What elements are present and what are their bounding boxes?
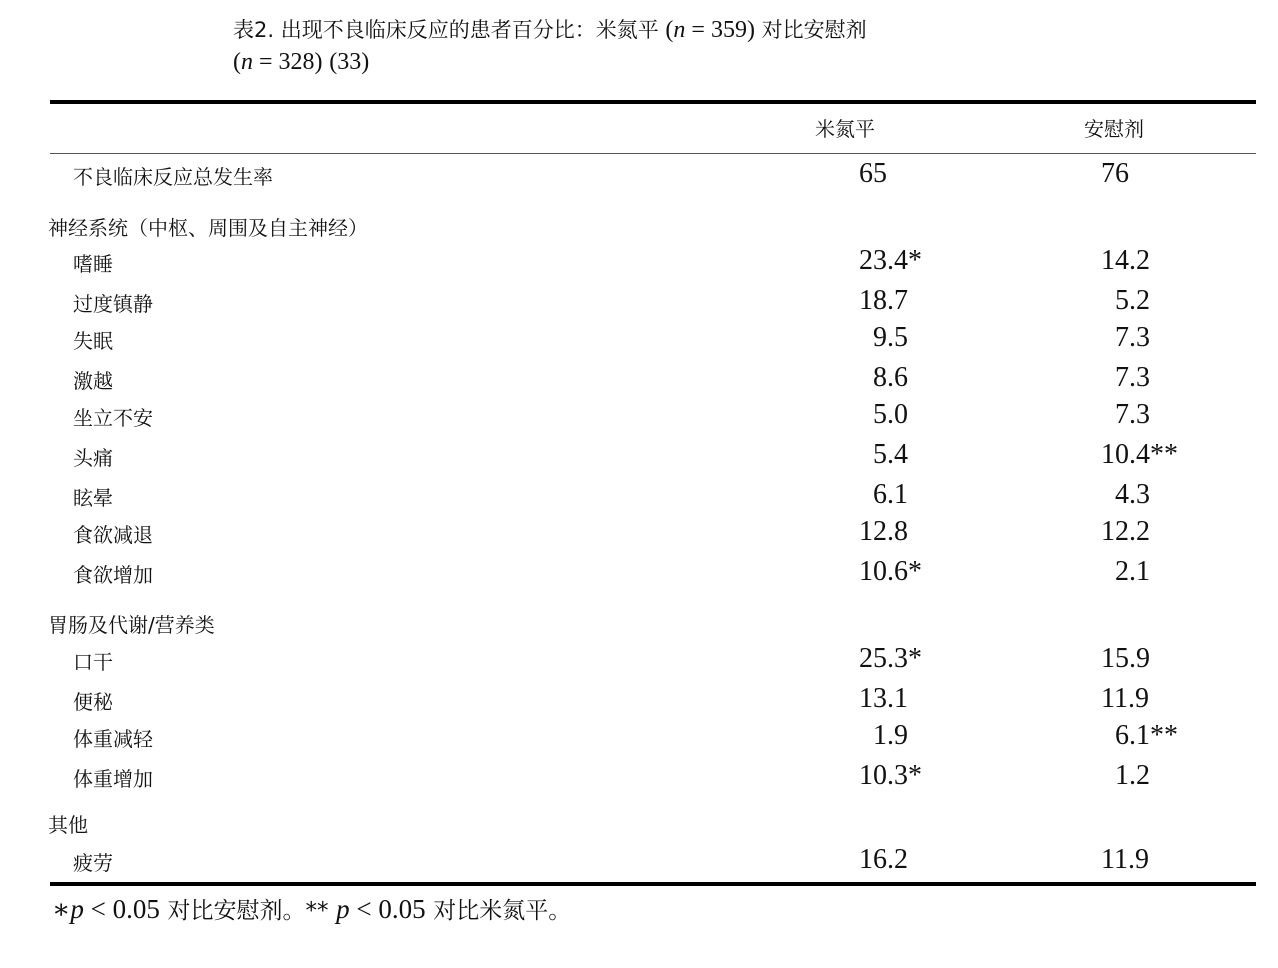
- table-header-rule: [50, 153, 1256, 154]
- section-header: [0, 804, 1278, 840]
- row-label: 食欲减退: [73, 523, 153, 547]
- row-label: 坐立不安: [73, 406, 153, 430]
- row-label: 眩晕: [73, 486, 113, 510]
- section-other: 其他: [48, 813, 88, 837]
- value-mirtazapine: 6.1: [859, 479, 908, 510]
- value-placebo: 11.9: [1101, 683, 1149, 714]
- table-row: [0, 156, 1278, 192]
- table-footnote: [52, 890, 571, 930]
- table-row: [0, 718, 1278, 754]
- value-placebo: 2.1: [1101, 556, 1150, 587]
- table-row: [0, 320, 1278, 356]
- row-label: 嗜睡: [73, 252, 113, 276]
- value-mirtazapine: 13.1: [859, 683, 908, 714]
- footnote-text-2: 对比米氮平。: [433, 898, 572, 924]
- value-mirtazapine: 5.4: [859, 439, 908, 470]
- caption-n-mirtazapine: (n = 359): [665, 17, 755, 43]
- row-label: 激越: [73, 369, 113, 393]
- footnote-text-1: 对比安慰剂。**: [167, 898, 329, 924]
- footnote-math-2: p < 0.05: [336, 894, 426, 924]
- value-placebo: 76: [1101, 158, 1129, 189]
- value-placebo: 7.3: [1101, 399, 1150, 430]
- caption-middle: 对比安慰剂: [761, 18, 867, 42]
- table-row: [0, 477, 1278, 513]
- value-placebo: 12.2: [1101, 516, 1150, 547]
- row-label: 不良临床反应总发生率: [73, 165, 273, 189]
- caption-line-1: [233, 14, 1133, 46]
- table-row: [0, 514, 1278, 550]
- row-label: 失眠: [73, 329, 113, 353]
- value-placebo: 5.2: [1101, 285, 1150, 316]
- value-placebo: 6.1**: [1101, 720, 1178, 751]
- section-gi: 胃肠及代谢/营养类: [48, 613, 215, 637]
- table-row: [0, 842, 1278, 878]
- value-placebo: 7.3: [1101, 362, 1150, 393]
- table-row: [0, 360, 1278, 396]
- value-mirtazapine: 1.9: [859, 720, 908, 751]
- table-caption: [233, 14, 1133, 78]
- section-neuro: 神经系统（中枢、周围及自主神经）: [48, 216, 368, 240]
- footnote-p2: 0.05: [378, 894, 426, 924]
- value-mirtazapine: 65: [859, 158, 887, 189]
- value-mirtazapine: 25.3*: [859, 643, 922, 674]
- table-row: [0, 397, 1278, 433]
- caption-n1: 359: [710, 17, 747, 43]
- table-row: [0, 681, 1278, 717]
- row-label: 食欲增加: [73, 563, 153, 587]
- value-mirtazapine: 12.8: [859, 516, 908, 547]
- value-placebo: 15.9: [1101, 643, 1150, 674]
- value-mirtazapine: 9.5: [859, 322, 908, 353]
- value-mirtazapine: 10.3*: [859, 760, 922, 791]
- row-label: 口干: [73, 650, 113, 674]
- value-placebo: 7.3: [1101, 322, 1150, 353]
- footnote-math-1: ∗p < 0.05: [52, 894, 160, 924]
- value-placebo: 10.4**: [1101, 439, 1178, 470]
- column-header-mirtazapine: 米氮平: [815, 117, 875, 141]
- row-label: 疲劳: [73, 851, 113, 875]
- value-mirtazapine: 5.0: [859, 399, 908, 430]
- row-label: 便秘: [73, 690, 113, 714]
- table-row: [0, 641, 1278, 677]
- value-placebo: 11.9: [1101, 844, 1149, 875]
- table-row: [0, 437, 1278, 473]
- value-mirtazapine: 8.6: [859, 362, 908, 393]
- table-row: [0, 243, 1278, 279]
- caption-line-2: [233, 46, 1133, 78]
- caption-n2: 328: [278, 49, 315, 75]
- section-header: [0, 604, 1278, 640]
- value-placebo: 14.2: [1101, 245, 1150, 276]
- column-header-placebo: 安慰剂: [1084, 117, 1144, 141]
- caption-reference: (33): [329, 49, 370, 75]
- row-label: 体重减轻: [73, 727, 153, 751]
- value-mirtazapine: 16.2: [859, 844, 908, 875]
- row-label: 过度镇静: [73, 292, 153, 316]
- table-row: [0, 554, 1278, 590]
- table-row: [0, 758, 1278, 794]
- caption-n-placebo: (n = 328): [233, 49, 323, 75]
- table-bottom-rule: [50, 882, 1256, 886]
- table-row: [0, 283, 1278, 319]
- row-label: 体重增加: [73, 767, 153, 791]
- value-mirtazapine: 18.7: [859, 285, 908, 316]
- value-placebo: 4.3: [1101, 479, 1150, 510]
- section-header: [0, 207, 1278, 243]
- table-top-rule: [50, 100, 1256, 104]
- caption-prefix: 表2. 出现不良临床反应的患者百分比：米氮平: [233, 18, 659, 42]
- value-mirtazapine: 10.6*: [859, 556, 922, 587]
- footnote-p1: 0.05: [112, 894, 160, 924]
- value-mirtazapine: 23.4*: [859, 245, 922, 276]
- value-placebo: 1.2: [1101, 760, 1150, 791]
- row-label: 头痛: [73, 446, 113, 470]
